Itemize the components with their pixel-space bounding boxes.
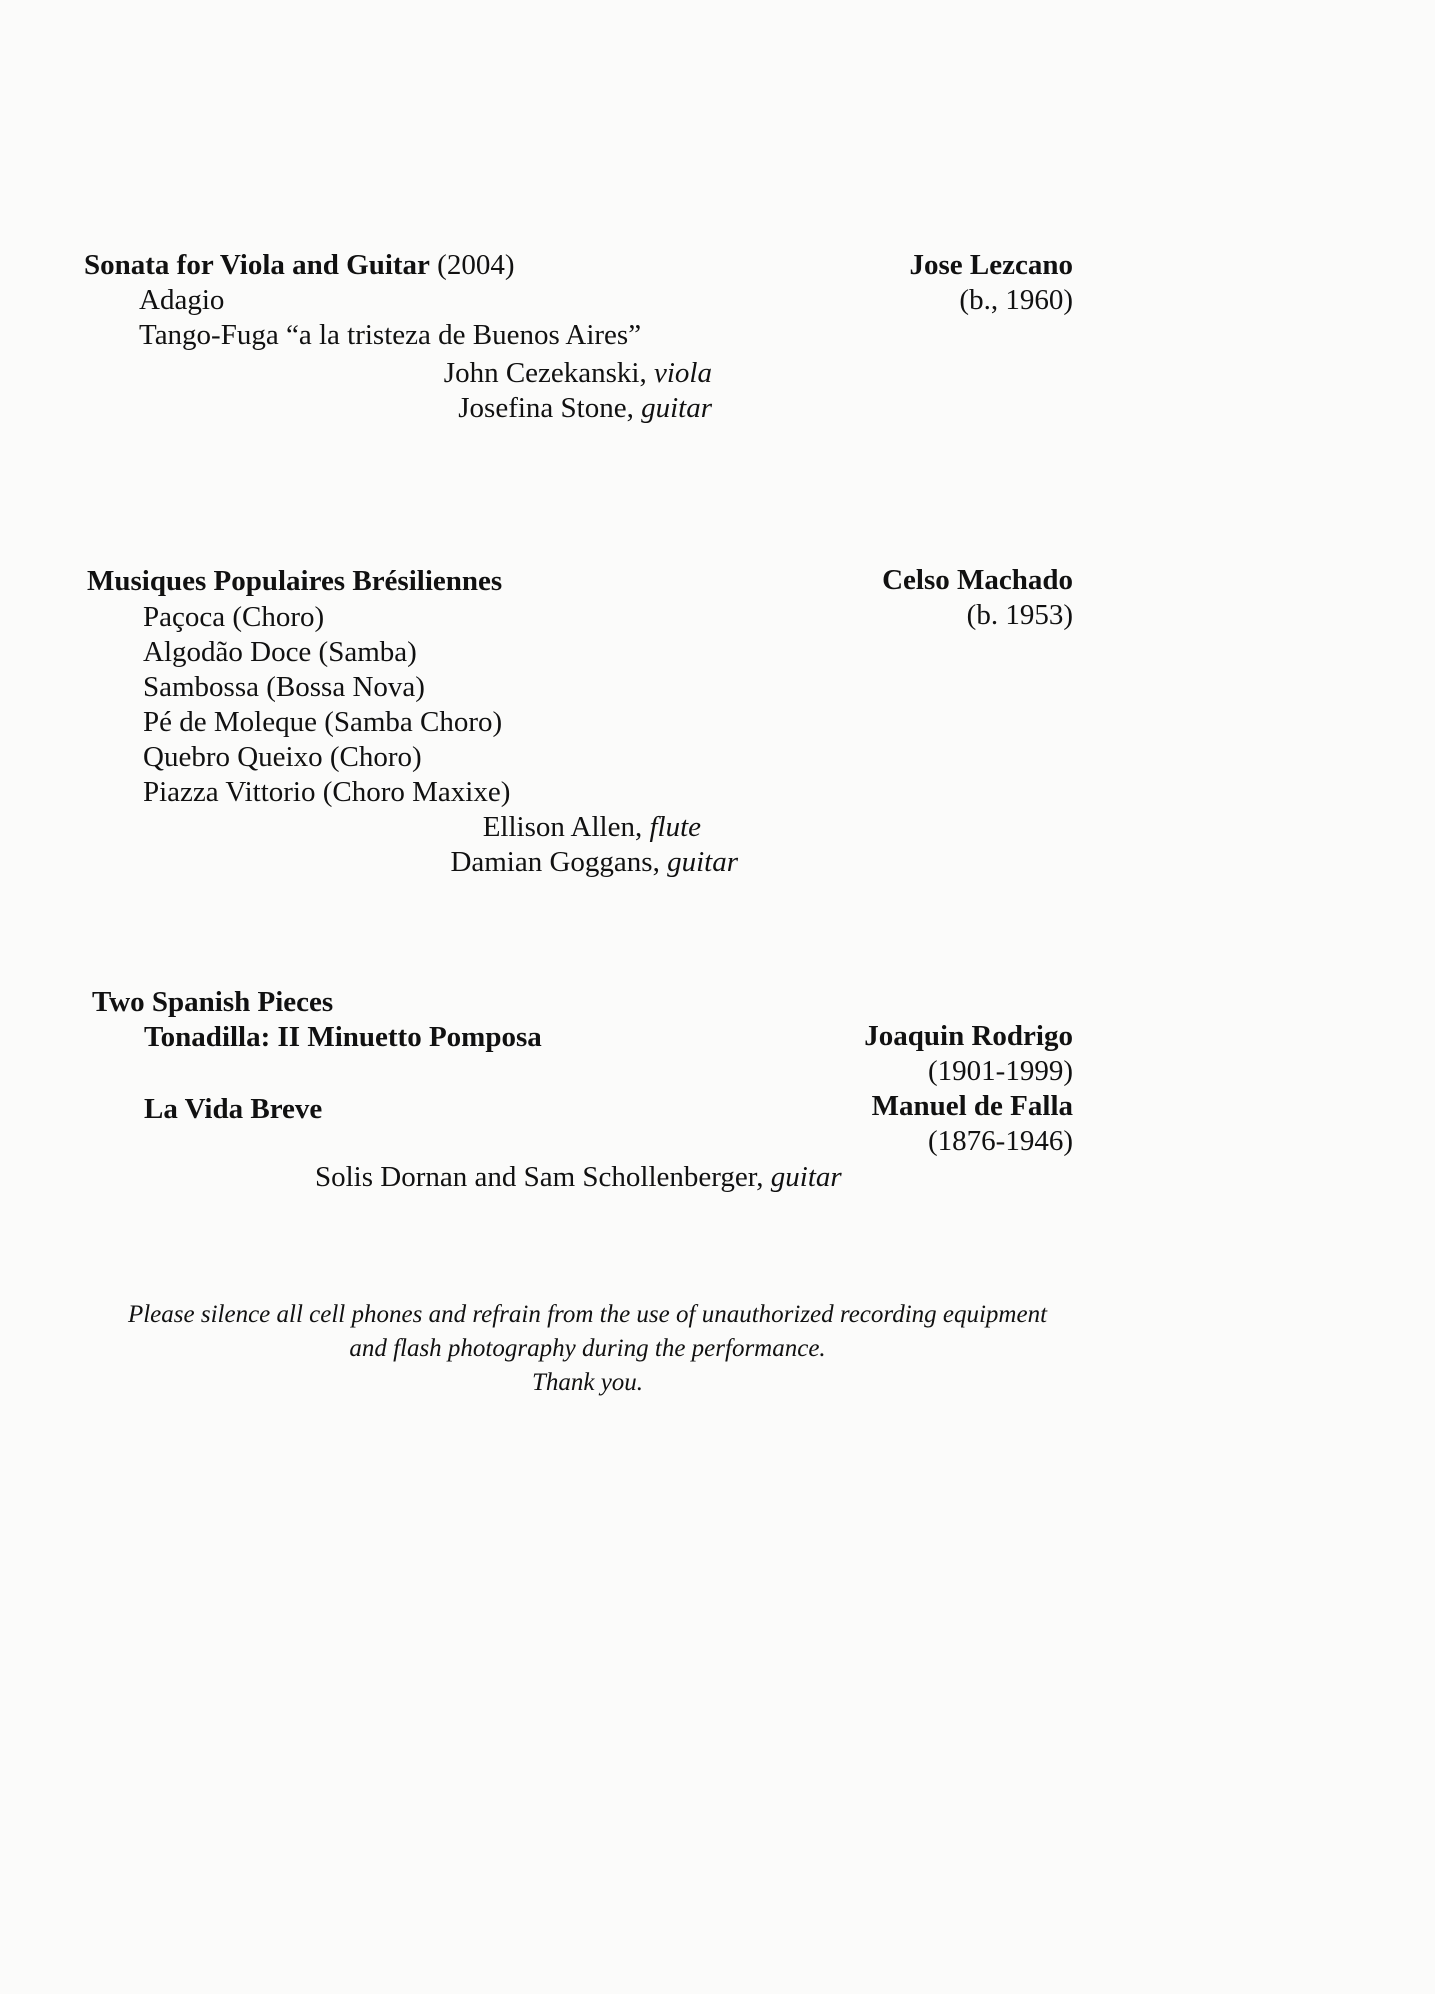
performer-instrument: guitar: [641, 392, 712, 424]
performer-instrument: guitar: [667, 846, 738, 878]
piece2-dates: (b. 1953): [966, 599, 1073, 631]
piece2-movement: Sambossa (Bossa Nova): [143, 671, 425, 703]
piece3-work-composer: Joaquin Rodrigo: [864, 1020, 1073, 1052]
piece1-heading: [84, 248, 514, 282]
piece2-composer: Celso Machado: [882, 564, 1073, 596]
notice-line: Please silence all cell phones and refrain from the use of unauthorized recording equipment: [127, 1301, 1048, 1328]
piece2-title: Musiques Populaires Brésiliennes: [87, 565, 503, 597]
piece2-movement: Quebro Queixo (Choro): [143, 741, 422, 773]
performer-name: Solis Dornan and Sam Schollenberger,: [315, 1161, 771, 1193]
piece3-performers: [315, 1160, 842, 1194]
piece1-year: (2004): [429, 249, 515, 281]
piece2-movement: Piazza Vittorio (Choro Maxixe): [143, 776, 511, 808]
piece2-movement: Pé de Moleque (Samba Choro): [143, 706, 503, 738]
piece1-composer: Jose Lezcano: [909, 249, 1073, 281]
performer-instrument: flute: [649, 811, 701, 843]
piece2-movement: Paçoca (Choro): [143, 601, 325, 633]
piece2-movement: Algodão Doce (Samba): [143, 636, 417, 668]
piece1-movement: Tango-Fuga “a la tristeza de Buenos Aires”: [139, 319, 642, 351]
piece3-work-title: Tonadilla: II Minuetto Pomposa: [144, 1021, 542, 1053]
piece1-title: Sonata for Viola and Guitar: [84, 249, 430, 281]
piece2-performer: [483, 810, 701, 844]
performer-name: Ellison Allen,: [482, 811, 650, 843]
performer-instrument: guitar: [770, 1161, 842, 1193]
performer-instrument: viola: [654, 357, 712, 389]
piece3-title: Two Spanish Pieces: [92, 986, 334, 1018]
performer-name: Damian Goggans,: [450, 846, 668, 878]
piece1-dates: (b., 1960): [959, 284, 1073, 316]
piece1-performer: [444, 356, 712, 390]
piece1-performer: [458, 391, 712, 425]
piece1-movement: Adagio: [139, 284, 225, 316]
piece2-performer: [450, 845, 738, 879]
performer-name: Josefina Stone,: [458, 392, 642, 424]
notice-line: and flash photography during the performance.: [349, 1335, 826, 1362]
notice-thank-you: Thank you.: [531, 1369, 644, 1396]
piece3-work-dates: (1876-1946): [928, 1125, 1073, 1157]
performer-name: John Cezekanski,: [443, 357, 654, 389]
piece3-work-dates: (1901-1999): [928, 1055, 1073, 1087]
piece3-work-composer: Manuel de Falla: [871, 1090, 1073, 1122]
piece3-work-title: La Vida Breve: [144, 1093, 323, 1125]
